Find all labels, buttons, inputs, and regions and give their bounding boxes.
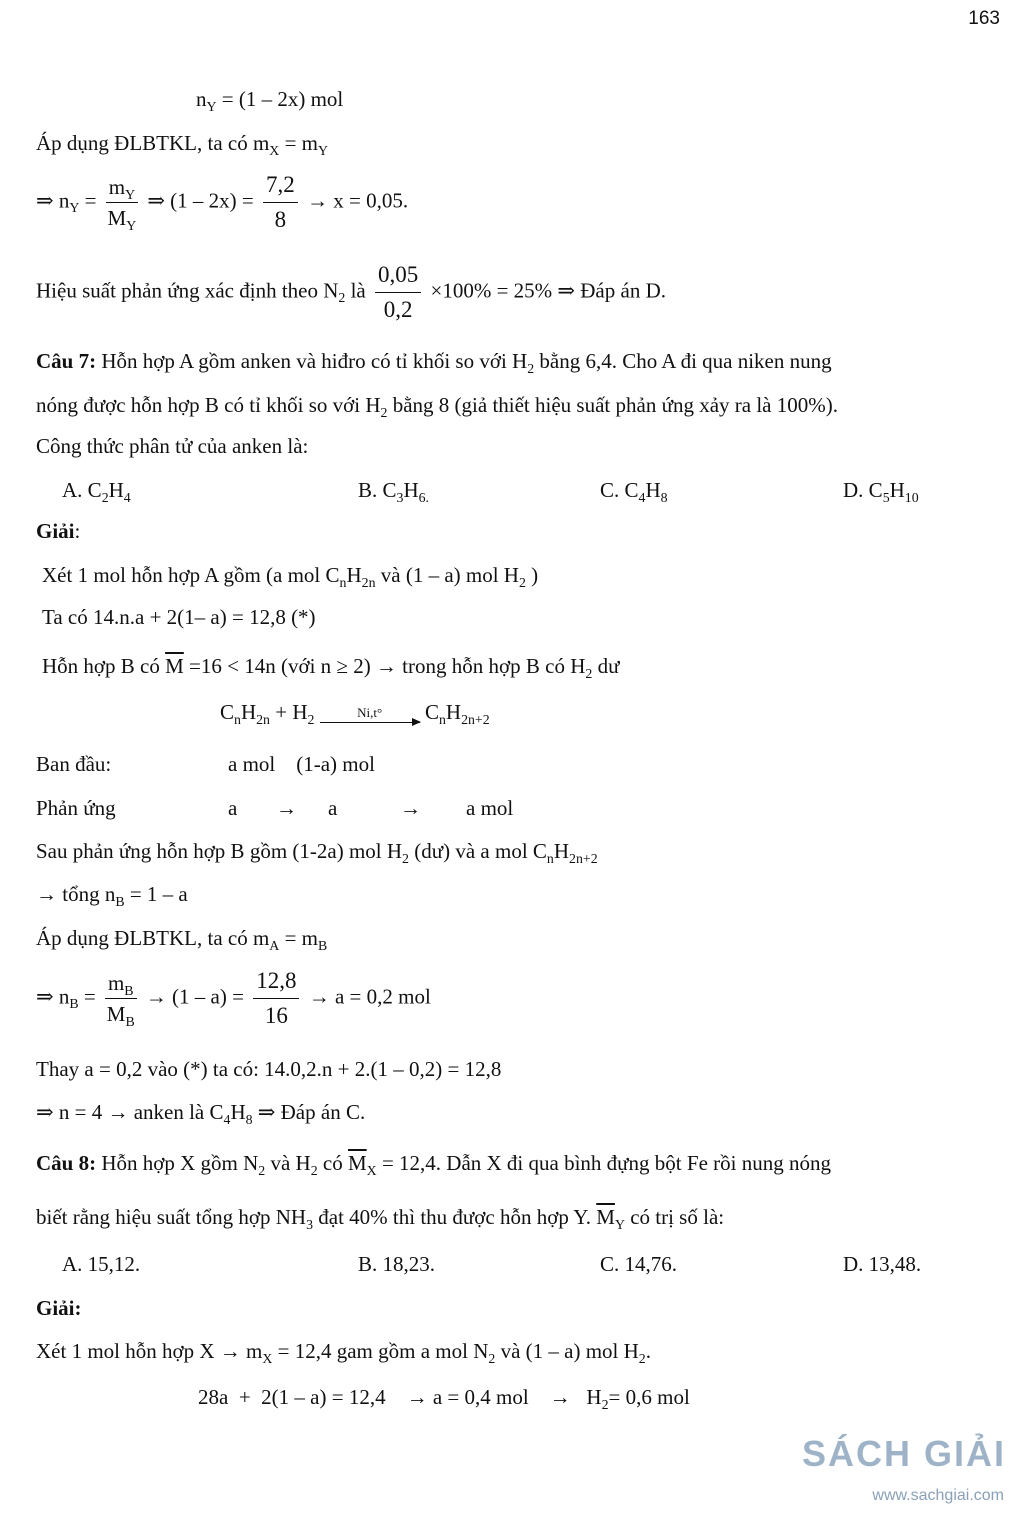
equation-ny: $n_Y = (1 - 2x)$ mol — [196, 87, 344, 114]
q7-step2: Ta có 14.n.a + 2(1– a) = 12,8 (*) — [42, 605, 316, 629]
q7-text-line1: Câu 7: Hỗn hợp A gồm anken và hiđro có tỉ khối so với $H_2$ bằng 6,4. Cho A đi qua niken nung — [36, 349, 832, 376]
q8-option-b: B. 18,23. — [358, 1252, 436, 1276]
fraction-my-over-My: $\frac{m_Y}{M_Y}$ — [106, 172, 138, 233]
page-number: 163 — [968, 8, 1000, 29]
q7-solution-heading: Giải: — [36, 519, 81, 543]
conservation-line: Áp dụng ĐLBTKL, ta có $m_X = m_Y$ — [36, 131, 329, 158]
q7-step4: Sau phản ứng hỗn hợp B gồm (1-2a) mol $H_2$ (dư) và a mol $C_nH_{2n+2}$ — [36, 839, 598, 866]
q7-option-a: A. $C_2H_4$ — [62, 478, 131, 505]
q7-reacted-a2: a — [328, 796, 338, 820]
q7-step9: ⇒ n = 4 → anken là $C_4H_8$ ⇒ Đáp án C. — [36, 1100, 366, 1127]
q7-text-line3: Công thức phân tử của anken là: — [36, 434, 309, 458]
q7-step3: Hỗn hợp B có $\overline{M} =16 < 14n$ (với n ≥ 2) → trong hỗn hợp B có $H_2$ dư — [42, 654, 620, 681]
q7-initial-label: Ban đầu: — [36, 752, 112, 776]
fraction-12-8-over-16: $\frac{12,8}{16}$ — [253, 964, 299, 1033]
q7-reacted-label: Phản ứng — [36, 796, 116, 820]
q7-step5: → tổng $n_B = 1 - a$ — [36, 882, 188, 909]
q8-option-d: D. 13,48. — [843, 1252, 922, 1276]
q8-option-c: C. 14,76. — [600, 1252, 678, 1276]
q8-solution-heading: Giải: — [36, 1296, 82, 1320]
q7-initial-values: a mol (1-a) mol — [228, 752, 375, 776]
sachgiai-watermark — [800, 1419, 1010, 1529]
fraction-7-2-over-8: $\frac{7,2}{8}$ — [263, 168, 298, 237]
q8-text-line2: biết rằng hiệu suất tổng hợp $NH_3$ đạt 40% thì thu được hỗn hợp Y. $\overline{M}_Y$ có trị số là: — [36, 1205, 725, 1232]
q7-step6: Áp dụng ĐLBTKL, ta có $m_A = m_B$ — [36, 926, 328, 953]
q7-option-d: D. $C_5H_{10}$ — [843, 478, 919, 505]
q7-reacted-a3: a mol — [466, 796, 514, 820]
q8-label: Câu 8: — [36, 1151, 97, 1175]
q7-label: Câu 7: — [36, 349, 97, 373]
q7-reacted-arrow1: → — [276, 796, 297, 820]
q8-text-line1: Câu 8: Hỗn hợp X gồm $N_2$ và $H_2$ có $\overline{M}_X = 12,4$. Dẫn X đi qua bình đựng bột Fe rồi nung nóng — [36, 1151, 831, 1178]
q7-text-line2: nóng được hỗn hợp B có tỉ khối so với $H_2$ bằng 8 (giả thiết hiệu suất phản ứng xảy ra là 100%). — [36, 393, 838, 420]
equation-x: ⇒ $n_Y$ = $\frac{m_Y}{M_Y}$ ⇒ (1 – 2x) = $\frac{7,2}{8}$ → x = 0,05. — [36, 168, 408, 237]
fraction-yield: $\frac{0,05}{0,2}$ — [375, 258, 421, 327]
q7-step8: Thay a = 0,2 vào (*) ta có: 14.0,2.n + 2.(1 – 0,2) = 12,8 — [36, 1057, 502, 1081]
q7-reacted-a1: a — [228, 796, 238, 820]
q8-step2: 28a + 2(1 – a) = 12,4 → a = 0,4 mol → $H_2= 0,6$ mol — [198, 1385, 690, 1412]
q7-step7: ⇒ $n_B$ = $\frac{m_B}{M_B}$ → (1 – a) = $\frac{12,8}{16}$ → a = 0,2 mol — [36, 964, 431, 1033]
q7-reaction: $C_nH_{2n} + H_2$ Ni,t° $C_nH_{2n+2}$ — [220, 700, 490, 727]
q7-step1: Xét 1 mol hỗn hợp A gồm (a mol $C_nH_{2n}$ và (1 – a) mol $H_2$ ) — [42, 563, 539, 590]
q7-option-b: B. $C_3H_{6.}$ — [358, 478, 430, 505]
q8-step1: Xét 1 mol hỗn hợp $X \to m_X = 12,4$ gam gồm a mol $N_2$ và (1 – a) mol $H_2$. — [36, 1339, 651, 1366]
watermark-url: www.sachgiai.com — [872, 1487, 1004, 1504]
q7-reacted-arrow2: → — [400, 796, 421, 820]
reaction-arrow-icon: Ni,t° — [320, 706, 420, 723]
fraction-mb-over-Mb: $\frac{m_B}{M_B}$ — [105, 968, 137, 1029]
q7-option-c: C. $C_4H_8$ — [600, 478, 668, 505]
q8-option-a: A. 15,12. — [62, 1252, 141, 1276]
yield-line: Hiệu suất phản ứng xác định theo $N_2$ là $\frac{0,05}{0,2}$ ×100% = 25% ⇒ Đáp án D. — [36, 258, 666, 327]
watermark-brand: SÁCH GIẢI — [801, 1433, 1006, 1474]
